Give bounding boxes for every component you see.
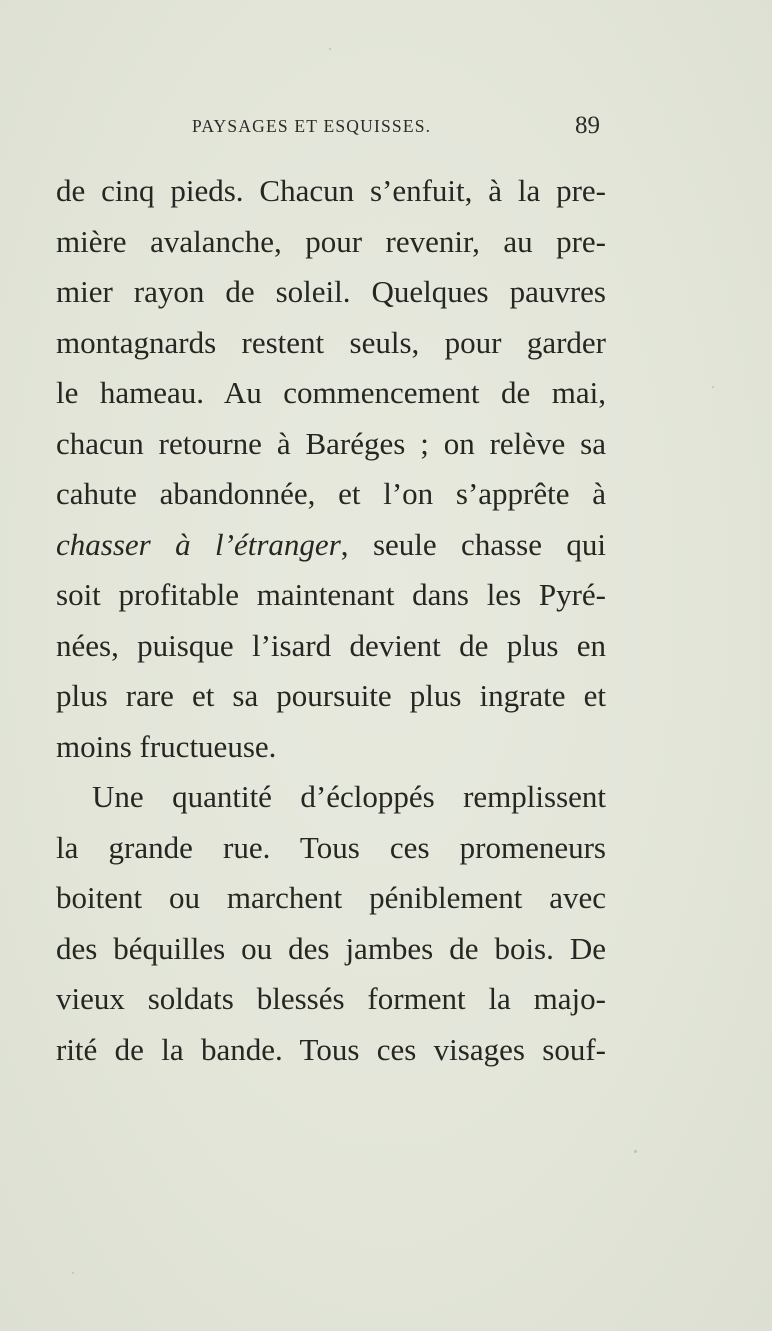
text-line: nées, puisque l’isard devient de plus en [56,627,606,663]
text-line: plus rare et sa poursuite plus ingrate et [56,678,606,713]
text-line: moins fructueuse. [56,728,277,764]
text-line: des béquilles ou des jambes de bois. De [56,930,606,966]
text-line: rité de la bande. Tous ces visages souf- [56,1031,606,1067]
text-fragment: , seule chasse qui [340,526,607,562]
text-line: mier rayon de soleil. Quelques pauvres [56,274,606,309]
paper-speck [634,1150,637,1153]
italic-phrase: chasser à l’étranger [56,526,341,562]
text-line: montagnards restent seuls, pour garder [56,324,606,360]
text-line: boitent ou marchent péniblement avec [56,880,606,915]
paper-speck [329,48,331,50]
text-line: Une quantité d’écloppés remplissent [92,779,606,814]
paper-speck [712,386,714,388]
paper-speck [72,1272,74,1274]
running-title: PAYSAGES ET ESQUISSES. [192,116,432,136]
page-header [192,112,600,142]
text-line: chacun retourne à Baréges ; on relève sa [56,425,606,461]
text-line: la grande rue. Tous ces promeneurs [56,829,606,865]
page-number: 89 [575,112,600,139]
text-line: cahute abandonnée, et l’on s’apprête à [56,476,606,511]
text-line: le hameau. Au commencement de mai, [56,375,606,410]
body-text [56,166,606,1075]
text-line: vieux soldats blessés forment la majo- [56,981,606,1016]
text-line: de cinq pieds. Chacun s’enfuit, à la pre- [56,173,606,208]
text-line: soit profitable maintenant dans les Pyré- [56,577,606,612]
text-line-mixed [56,520,606,571]
text-line: mière avalanche, pour revenir, au pre- [56,223,606,259]
